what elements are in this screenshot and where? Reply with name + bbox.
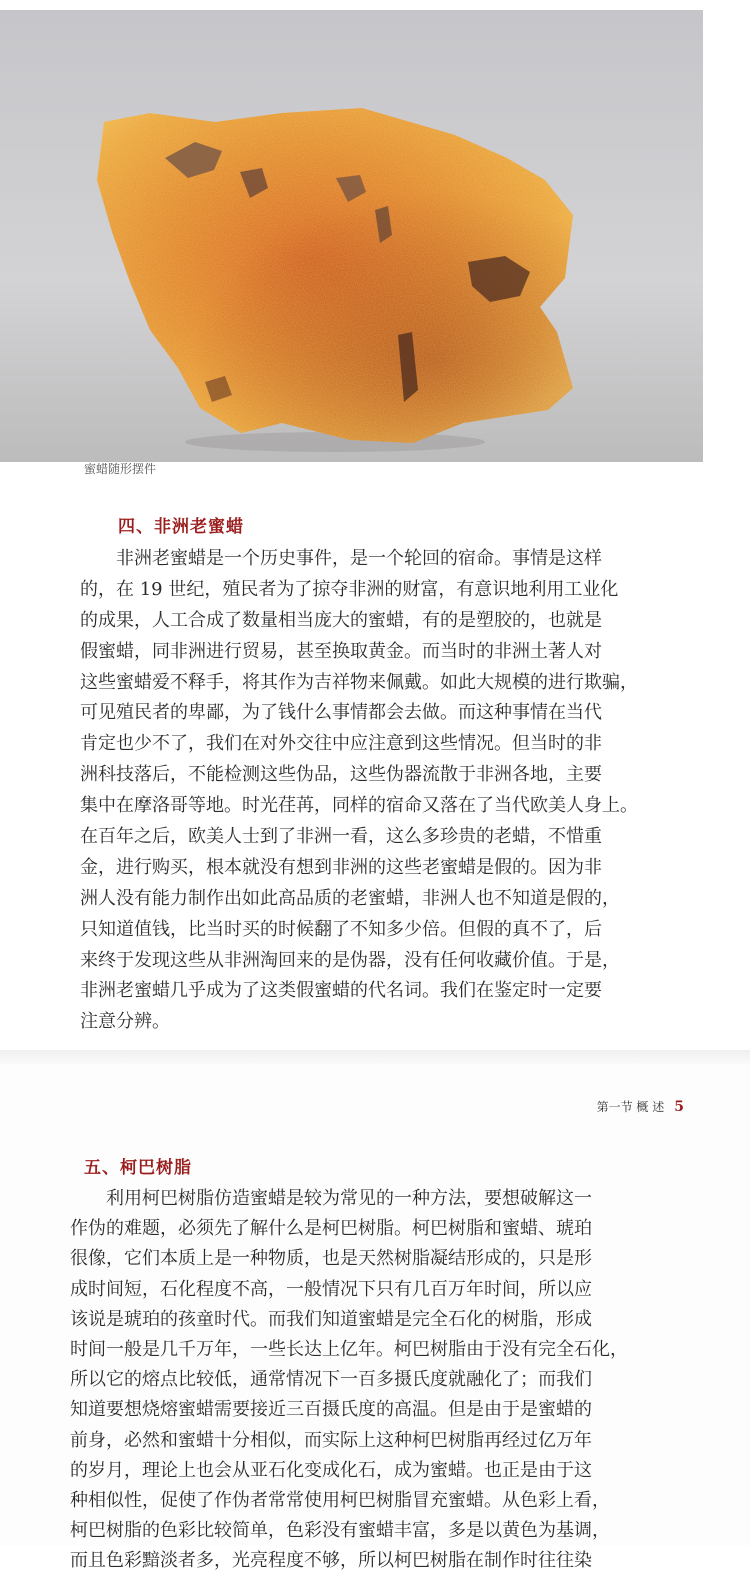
text-line: 知道要想烧熔蜜蜡需要接近三百摄氏度的高温。但是由于是蜜蜡的	[70, 1399, 592, 1421]
text-line: 而且色彩黯淡者多，光亮程度不够，所以柯巴树脂在制作时往往染	[70, 1550, 592, 1572]
text-line: 这些蜜蜡爱不释手，将其作为吉祥物来佩戴。如此大规模的进行欺骗，	[80, 671, 638, 693]
text-line: 该说是琥珀的孩童时代。而我们知道蜜蜡是完全石化的树脂，形成	[70, 1308, 592, 1330]
text-line: 可见殖民者的卑鄙，为了钱什么事情都会去做。而这种事情在当代	[80, 702, 602, 724]
paragraph-copal-resin	[70, 1184, 628, 1576]
text-line: 时间一般是几千万年，一些长达上亿年。柯巴树脂由于没有完全石化，	[70, 1338, 628, 1360]
text-line: 非洲老蜜蜡是一个历史事件，是一个轮回的宿命。事情是这样	[80, 548, 602, 569]
section-heading-copal-resin: 五、柯巴树脂	[84, 1158, 192, 1178]
section-heading-african-old-beeswax: 四、非洲老蜜蜡	[118, 517, 244, 537]
text-line: 的，在 19 世纪，殖民者为了掠夺非洲的财富，有意识地利用工业化	[80, 578, 619, 600]
text-line: 成时间短，石化程度不高，一般情况下只有几百万年时间，所以应	[70, 1278, 592, 1300]
running-header-title: 第一节 概 述	[596, 1100, 665, 1114]
text-line: 利用柯巴树脂仿造蜜蜡是较为常见的一种方法，要想破解这一	[70, 1188, 592, 1209]
text-line: 肯定也少不了，我们在对外交往中应注意到这些情况。但当时的非	[80, 733, 602, 755]
running-header	[597, 1098, 684, 1115]
page-divider	[0, 1050, 750, 1064]
page-number: 5	[674, 1099, 684, 1115]
text-line: 种相似性，促使了作伪者常常使用柯巴树脂冒充蜜蜡。从色彩上看，	[70, 1489, 610, 1511]
text-line: 的岁月，理论上也会从亚石化变成化石，成为蜜蜡。也正是由于这	[70, 1459, 592, 1481]
text-line: 在百年之后，欧美人士到了非洲一看，这么多珍贵的老蜡，不惜重	[80, 826, 602, 848]
page-lower	[0, 1064, 750, 1572]
image-caption: 蜜蜡随形摆件	[84, 462, 157, 476]
amber-photo	[0, 10, 703, 462]
text-line: 柯巴树脂的色彩比较简单，色彩没有蜜蜡丰富，多是以黄色为基调，	[70, 1520, 610, 1542]
text-line: 只知道值钱，比当时买的时候翻了不知多少倍。但假的真不了，后	[80, 918, 602, 940]
paragraph-african-old-beeswax	[80, 544, 638, 1038]
text-line: 很像，它们本质上是一种物质，也是天然树脂凝结形成的，只是形	[70, 1248, 592, 1270]
text-line: 洲科技落后，不能检测这些伪品，这些伪器流散于非洲各地，主要	[80, 764, 602, 786]
text-line: 前身，必然和蜜蜡十分相似，而实际上这种柯巴树脂再经过亿万年	[70, 1429, 592, 1451]
text-line: 作伪的难题，必须先了解什么是柯巴树脂。柯巴树脂和蜜蜡、琥珀	[70, 1218, 592, 1240]
text-line: 假蜜蜡，同非洲进行贸易，甚至换取黄金。而当时的非洲土著人对	[80, 640, 602, 662]
text-line: 来终于发现这些从非洲淘回来的是伪器，没有任何收藏价值。于是，	[80, 949, 620, 971]
text-line: 金，进行购买，根本就没有想到非洲的这些老蜜蜡是假的。因为非	[80, 856, 602, 878]
text-line: 的成果，人工合成了数量相当庞大的蜜蜡，有的是塑胶的，也就是	[80, 609, 602, 631]
text-line: 所以它的熔点比较低，通常情况下一百多摄氏度就融化了；而我们	[70, 1369, 592, 1391]
text-line: 注意分辨。	[80, 1011, 170, 1033]
text-line: 洲人没有能力制作出如此高品质的老蜜蜡，非洲人也不知道是假的，	[80, 887, 620, 909]
text-line: 非洲老蜜蜡几乎成为了这类假蜜蜡的代名词。我们在鉴定时一定要	[80, 980, 602, 1002]
text-line: 集中在摩洛哥等地。时光荏苒，同样的宿命又落在了当代欧美人身上。	[80, 795, 638, 817]
